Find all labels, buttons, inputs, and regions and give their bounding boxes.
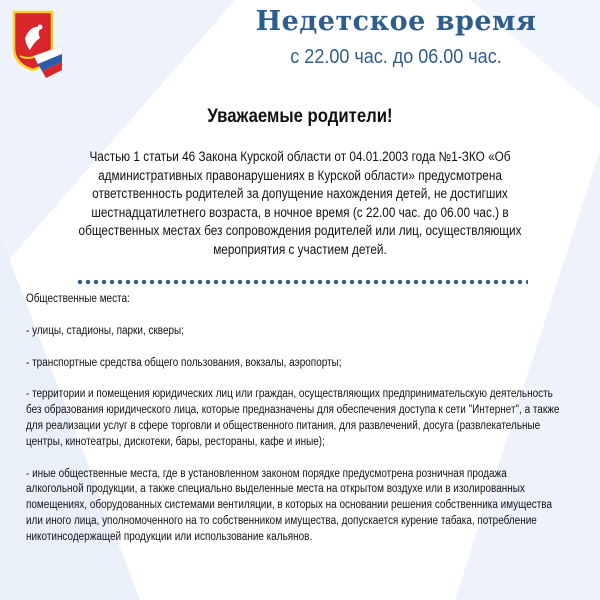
list-item: - территории и помещения юридических лиц или граждан, осуществляющих предпринимательскую деятельность без образования юридического лица, которые предназначены для обеспечения доступа к сети "Интернет", а также для реализации услуг в сфере торговли и общественного питания, для развлечений, досуга (развлекательные центры, кинотеатры, дискотеки, бары, рестораны, кафе и иные); [26,388,560,448]
intro-paragraph: Частью 1 статьи 46 Закона Курской области от 04.01.2003 года №1-ЗКО «Об административных правонарушениях в Курской области» предусмотрена ответственность родителей за допущение нахождения детей, не достигших шестнадцатилетнего возраста, в ночное время (с 22.00 час. до 06.00 час.) в общественных местах без сопровождения родителей или лиц, осуществляющих мероприятия с участием детей. [78,149,522,257]
public-places-list [26,292,562,562]
time-range-subtitle: с 22.00 час. до 06.00 час. [290,46,502,68]
page-title: Недетское время [255,6,537,37]
dotted-divider [76,279,528,285]
list-item: - транспортные средства общего пользования, вокзалы, аэропорты; [26,356,342,369]
list-item: - иные общественные места, где в установленном законом порядке предусмотрена розничная продажа алкогольной продукции, а также специально выделенные места на открытом воздухе или в изолированных помещениях, оборудованных системами вентиляции, в которых на основании решения собственника имущества или иного лица, уполномоченного на то собственником имущества, допускается курение табака, потребление никотинсодержащей продукции или использование кальянов. [26,467,553,543]
list-item: - улицы, стадионы, парки, скверы; [26,324,184,337]
greeting-heading: Уважаемые родители! [207,106,393,127]
list-heading: Общественные места: [26,293,130,305]
coat-of-arms-icon [10,8,64,82]
